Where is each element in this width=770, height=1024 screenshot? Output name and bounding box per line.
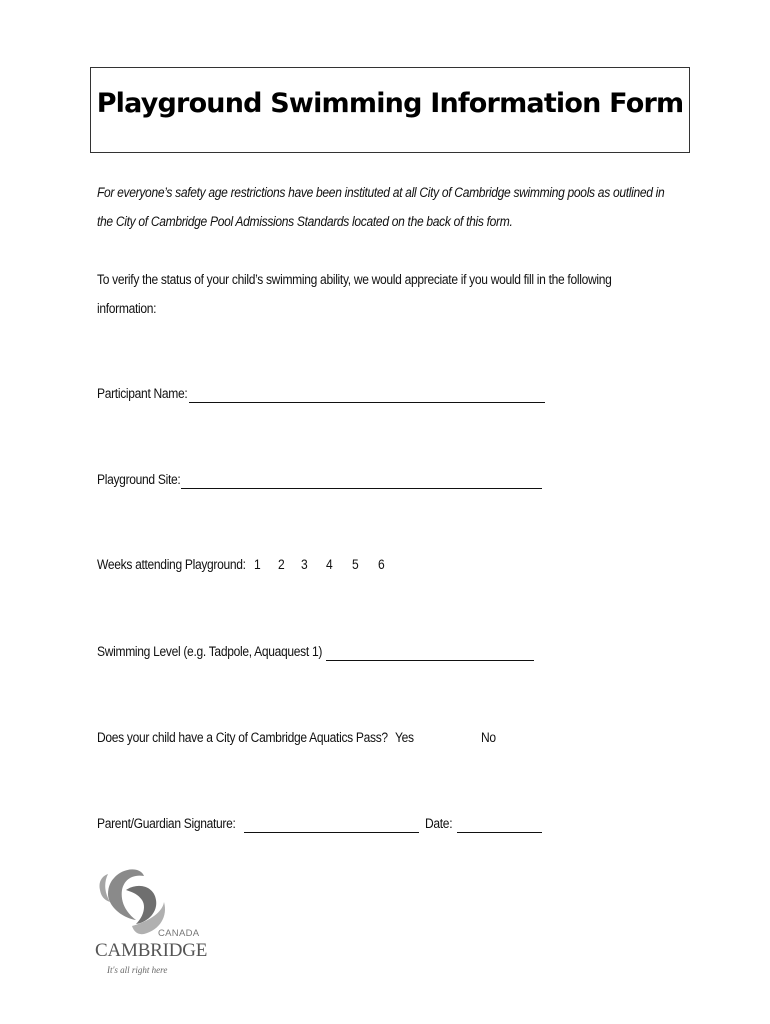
swimming-level-label: Swimming Level (e.g. Tadpole, Aquaquest 1)	[97, 644, 323, 659]
swimming-level-field[interactable]	[326, 660, 534, 661]
logo-city: CAMBRIDGE	[95, 940, 208, 961]
week-option[interactable]: 6	[378, 557, 385, 572]
week-option[interactable]: 4	[326, 557, 333, 572]
weeks-label: Weeks attending Playground:	[97, 557, 246, 572]
participant-name-label: Participant Name:	[97, 386, 188, 401]
verify-line-2: information:	[97, 301, 157, 316]
logo-country: CANADA	[158, 928, 200, 939]
intro-line-1: For everyone’s safety age restrictions have been instituted at all City of Cambridge swimming pools as outlined in	[97, 185, 665, 200]
week-option[interactable]: 1	[254, 557, 261, 572]
logo-tagline: It's all right here	[107, 965, 168, 975]
aquatics-pass-question: Does your child have a City of Cambridge Aquatics Pass?	[97, 730, 388, 745]
week-option[interactable]: 3	[301, 557, 308, 572]
participant-name-field[interactable]	[189, 402, 545, 403]
week-option[interactable]: 2	[278, 557, 285, 572]
pass-no-option[interactable]: No	[481, 730, 496, 745]
form-title: Playground Swimming Information Form	[96, 88, 684, 119]
title-box	[90, 67, 690, 153]
signature-field[interactable]	[244, 832, 419, 833]
pass-yes-option[interactable]: Yes	[395, 730, 414, 745]
playground-site-label: Playground Site:	[97, 472, 181, 487]
signature-label: Parent/Guardian Signature:	[97, 816, 236, 831]
playground-site-field[interactable]	[181, 488, 542, 489]
date-field[interactable]	[457, 832, 542, 833]
verify-line-1: To verify the status of your child’s swimming ability, we would appreciate if you would fill in the following	[97, 272, 612, 287]
date-label: Date:	[425, 816, 453, 831]
intro-line-2: the City of Cambridge Pool Admissions Standards located on the back of this form.	[97, 214, 513, 229]
week-option[interactable]: 5	[352, 557, 359, 572]
cambridge-logo-icon	[92, 860, 202, 980]
